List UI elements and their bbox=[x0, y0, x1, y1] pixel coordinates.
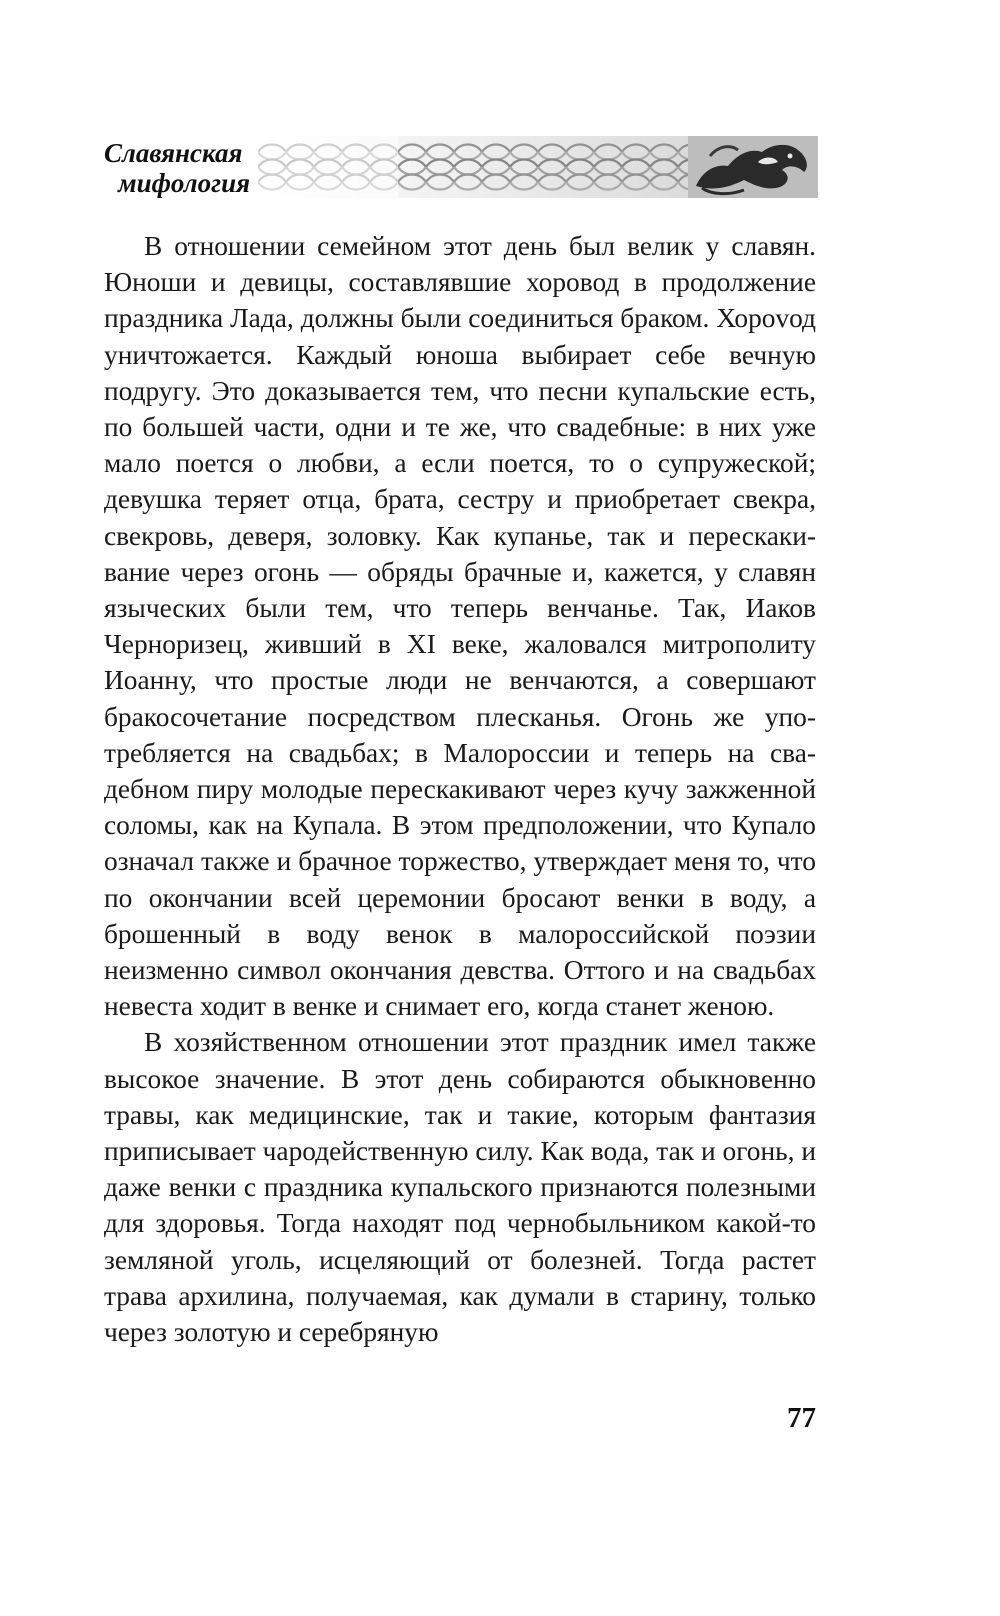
page-number: 77 bbox=[787, 1402, 816, 1434]
interlace-ornament-icon bbox=[258, 136, 818, 198]
paragraph: В отношении семейном этот день был велик у славян. Юноши и девицы, составлявшие хоровод в продолжение праздника Лада, должны были соединиться браком. Хороvод уничтожается. Каждый юноша выбирает себе вечную подругу. Это доказывается тем, что песни купальские есть, по большей части, одни и те же, что свадебные: в них уже мало поется о любви, а если поется, то о супружеской; девушка теряет отца, брата, сестру и приобретает свекра, свекровь, деверя, золовку. Как купанье, так и перескакивание через огонь — обряды брачные и, кажется, у славян языческих были тем, что теперь венчанье. Так, Иаков Черноризец, живший в XI веке, жаловался митрополиту Иоанну, что простые люди не венчаются, а совершают бракосочетание посредством плесканья. Огонь же употребляется на свадьбах; в Малороссии и теперь на свадебном пиру молодые перескакивают через кучу зажженной соломы, как на Купала. В этом предположении, что Купало означал также и брачное торжество, утверждает меня то, что по окончании всей церемонии бросают венки в воду, а брошенный в воду венок в малороссийской поэзии неизменно символ окончания девства. Оттого и на свадьбах невеста ходит в венке и снимает его, когда станет женою. bbox=[104, 231, 816, 1022]
running-header bbox=[0, 0, 1000, 210]
body-text bbox=[104, 228, 816, 1350]
paragraph: В хозяйственном отношении этот праздник имел также высокое значение. В этот день собираются обыкновенно травы, как медицинские, так и такие, которым фантазия приписывает чародейственную силу. Как вода, так и огонь, и даже венки с праздника купальского признаются полезными для здоровья. Тогда находят под чернобыльником какой-то земляной уголь, исцеляющий от болезней. Тогда растет трава архилина, получаемая, как думали в старину, только через золотую и серебряную bbox=[104, 1027, 816, 1348]
header-title-line-1: Славянская bbox=[104, 138, 243, 168]
running-header-title bbox=[104, 138, 254, 198]
header-title-line-2: мифология bbox=[118, 168, 250, 198]
